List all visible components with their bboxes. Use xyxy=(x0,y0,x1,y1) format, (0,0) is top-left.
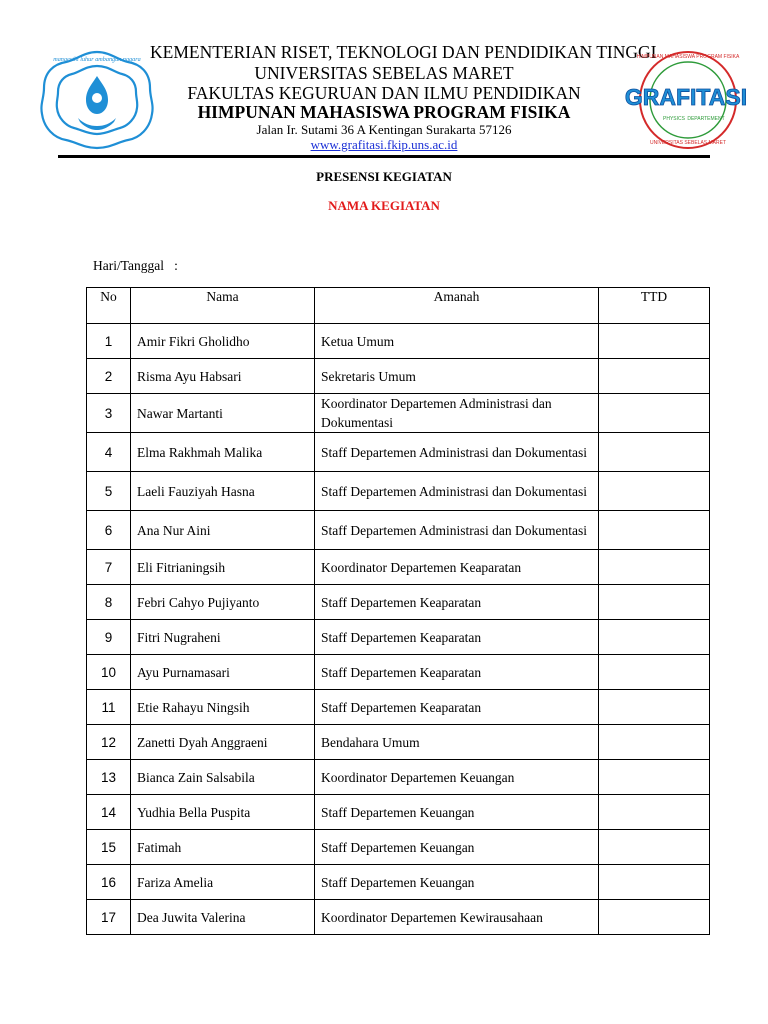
table-row xyxy=(87,324,710,359)
row-name: Ana Nur Aini xyxy=(131,511,315,550)
grafitasi-physics: PHYSICS xyxy=(663,116,685,122)
row-number: 16 xyxy=(87,865,131,900)
header-amanah: Amanah xyxy=(315,288,599,324)
university-name: UNIVERSITAS SEBELAS MARET xyxy=(254,63,514,83)
table-row xyxy=(87,433,710,472)
row-signature[interactable] xyxy=(599,472,710,511)
document-title: PRESENSI KEGIATAN xyxy=(316,169,452,184)
row-name: Laeli Fauziyah Hasna xyxy=(131,472,315,511)
table-row xyxy=(87,359,710,394)
row-role: Koordinator Departemen Kewirausahaan xyxy=(315,900,599,935)
row-number: 5 xyxy=(87,472,131,511)
row-name: Zanetti Dyah Anggraeni xyxy=(131,725,315,760)
uns-logo-icon xyxy=(38,48,156,152)
row-signature[interactable] xyxy=(599,511,710,550)
letterhead xyxy=(0,0,768,160)
row-signature[interactable] xyxy=(599,725,710,760)
row-name: Yudhia Bella Puspita xyxy=(131,795,315,830)
table-row xyxy=(87,550,710,585)
grafitasi-logo-icon xyxy=(624,48,748,152)
row-role: Ketua Umum xyxy=(315,324,599,359)
row-number: 15 xyxy=(87,830,131,865)
table-row xyxy=(87,394,710,433)
table-row xyxy=(87,760,710,795)
row-role: Staff Departemen Keaparatan xyxy=(315,690,599,725)
row-name: Elma Rakhmah Malika xyxy=(131,433,315,472)
row-number: 12 xyxy=(87,725,131,760)
table-row xyxy=(87,830,710,865)
row-role: Bendahara Umum xyxy=(315,725,599,760)
row-signature[interactable] xyxy=(599,359,710,394)
row-name: Dea Juwita Valerina xyxy=(131,900,315,935)
row-name: Bianca Zain Salsabila xyxy=(131,760,315,795)
row-role: Staff Departemen Keuangan xyxy=(315,795,599,830)
row-number: 17 xyxy=(87,900,131,935)
grafitasi-ring-bottom: UNIVERSITAS SEBELAS MARET xyxy=(649,140,727,146)
grafitasi-department: DEPARTEMENT xyxy=(687,116,725,122)
table-row xyxy=(87,472,710,511)
row-signature[interactable] xyxy=(599,620,710,655)
row-name: Amir Fikri Gholidho xyxy=(131,324,315,359)
row-role: Staff Departemen Administrasi dan Dokumentasi xyxy=(315,433,599,472)
row-signature[interactable] xyxy=(599,585,710,620)
row-name: Eli Fitrianingsih xyxy=(131,550,315,585)
row-role: Staff Departemen Keaparatan xyxy=(315,620,599,655)
address: Jalan Ir. Sutami 36 A Kentingan Surakarta 57126 xyxy=(256,122,512,137)
row-signature[interactable] xyxy=(599,550,710,585)
row-number: 1 xyxy=(87,324,131,359)
grafitasi-ring-top: HIMPUNAN MAHASISWA PROGRAM FISIKA xyxy=(636,54,740,60)
row-signature[interactable] xyxy=(599,900,710,935)
attendance-table xyxy=(86,287,710,935)
ministry-name: KEMENTERIAN RISET, TEKNOLOGI DAN PENDIDIKAN TINGGI xyxy=(150,42,657,62)
table-row xyxy=(87,620,710,655)
row-number: 8 xyxy=(87,585,131,620)
row-role: Koordinator Departemen Keaparatan xyxy=(315,550,599,585)
date-label: Hari/Tanggal : xyxy=(93,258,178,273)
row-name: Fatimah xyxy=(131,830,315,865)
uns-logo-motto: mangesthi luhur ambangun nagara xyxy=(53,56,141,63)
table-row xyxy=(87,585,710,620)
row-role: Staff Departemen Administrasi dan Dokumentasi xyxy=(315,511,599,550)
header-nama: Nama xyxy=(131,288,315,324)
row-number: 9 xyxy=(87,620,131,655)
grafitasi-wordmark: GRAFITASI xyxy=(624,84,748,110)
row-number: 10 xyxy=(87,655,131,690)
row-number: 3 xyxy=(87,394,131,433)
table-row xyxy=(87,655,710,690)
row-signature[interactable] xyxy=(599,690,710,725)
row-number: 7 xyxy=(87,550,131,585)
header-ttd: TTD xyxy=(599,288,710,324)
table-header-row xyxy=(87,288,710,324)
row-role: Staff Departemen Administrasi dan Dokumentasi xyxy=(315,472,599,511)
row-name: Ayu Purnamasari xyxy=(131,655,315,690)
row-role: Staff Departemen Keaparatan xyxy=(315,585,599,620)
row-role: Sekretaris Umum xyxy=(315,359,599,394)
row-number: 6 xyxy=(87,511,131,550)
table-row xyxy=(87,865,710,900)
table-row xyxy=(87,511,710,550)
row-signature[interactable] xyxy=(599,433,710,472)
row-number: 14 xyxy=(87,795,131,830)
row-number: 11 xyxy=(87,690,131,725)
association-name: HIMPUNAN MAHASISWA PROGRAM FISIKA xyxy=(197,102,571,122)
table-row xyxy=(87,795,710,830)
row-number: 2 xyxy=(87,359,131,394)
table-row xyxy=(87,690,710,725)
website-link[interactable]: www.grafitasi.fkip.uns.ac.id xyxy=(310,137,458,152)
table-row xyxy=(87,725,710,760)
row-signature[interactable] xyxy=(599,865,710,900)
row-number: 4 xyxy=(87,433,131,472)
row-name: Fariza Amelia xyxy=(131,865,315,900)
row-signature[interactable] xyxy=(599,324,710,359)
row-signature[interactable] xyxy=(599,655,710,690)
row-role: Staff Departemen Keuangan xyxy=(315,830,599,865)
row-name: Etie Rahayu Ningsih xyxy=(131,690,315,725)
header-no: No xyxy=(87,288,131,324)
letterhead-divider xyxy=(58,155,710,158)
row-signature[interactable] xyxy=(599,394,710,433)
row-signature[interactable] xyxy=(599,830,710,865)
row-number: 13 xyxy=(87,760,131,795)
activity-name: NAMA KEGIATAN xyxy=(328,198,440,213)
faculty-name: FAKULTAS KEGURUAN DAN ILMU PENDIDIKAN xyxy=(187,83,581,103)
row-role: Staff Departemen Keaparatan xyxy=(315,655,599,690)
row-signature[interactable] xyxy=(599,760,710,795)
row-name: Risma Ayu Habsari xyxy=(131,359,315,394)
row-role: Koordinator Departemen Keuangan xyxy=(315,760,599,795)
table-row xyxy=(87,900,710,935)
row-name: Fitri Nugraheni xyxy=(131,620,315,655)
row-role: Koordinator Departemen Administrasi dan Dokumentasi xyxy=(315,394,599,433)
row-name: Febri Cahyo Pujiyanto xyxy=(131,585,315,620)
row-name: Nawar Martanti xyxy=(131,394,315,433)
row-signature[interactable] xyxy=(599,795,710,830)
row-role: Staff Departemen Keuangan xyxy=(315,865,599,900)
